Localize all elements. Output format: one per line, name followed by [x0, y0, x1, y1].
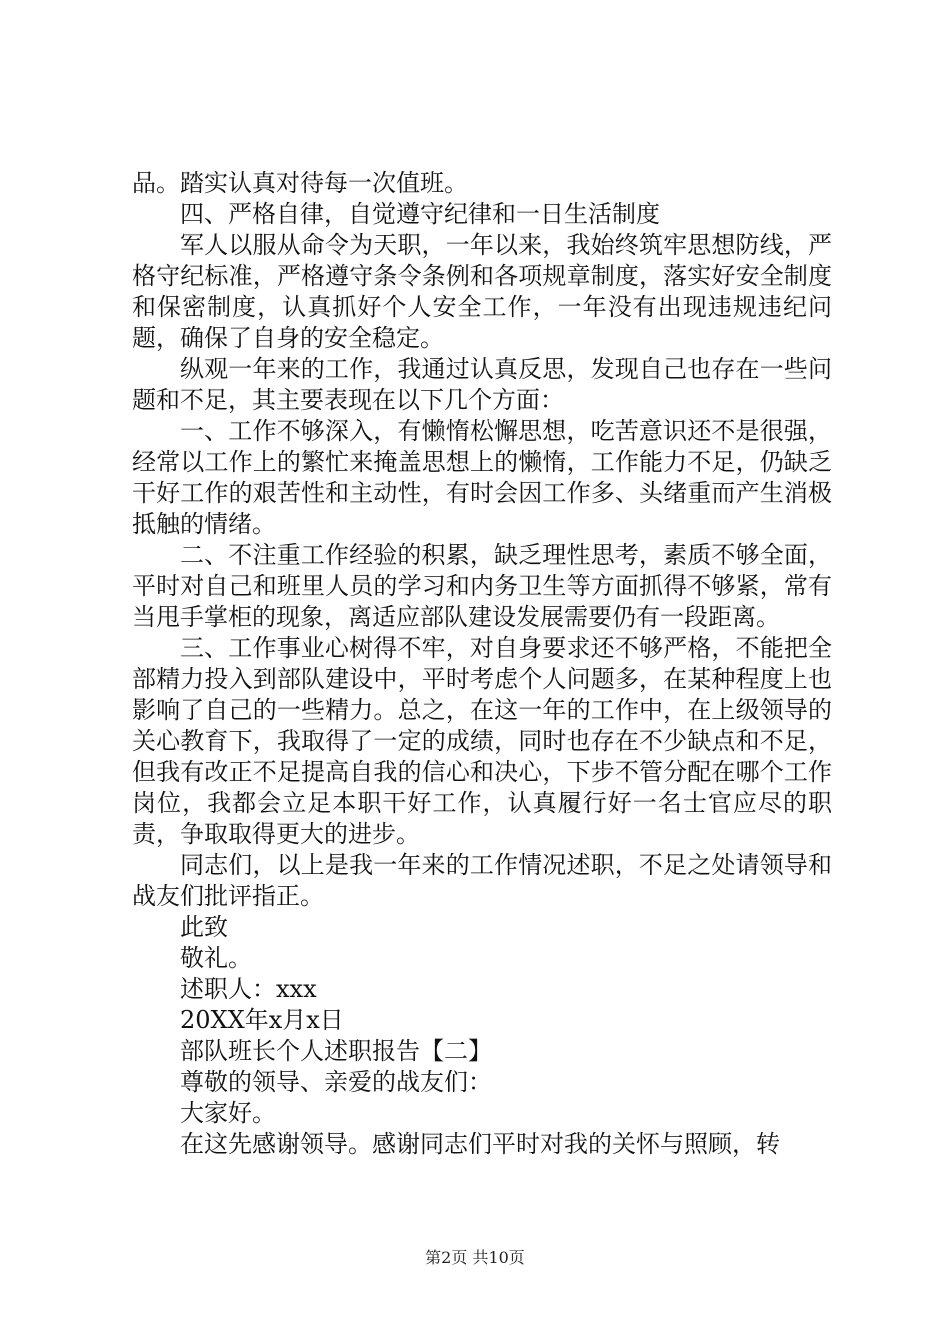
paragraph: 军人以服从命令为天职，一年以来，我始终筑牢思想防线，严格守纪标准，严格遵守条令条例和各项规章制度，落实好安全制度和保密制度，认真抓好个人安全工作，一年没有出现违规违纪问题，确保了自身的安全稳定。 — [132, 231, 832, 352]
page-number: 第2页 共10页 — [425, 1248, 525, 1267]
paragraph: 品。踏实认真对待每一次值班。 — [132, 169, 468, 197]
paragraph: 同志们，以上是我一年来的工作情况述职，不足之处请领导和战友们批评指正。 — [132, 851, 832, 910]
paragraph: 二、不注重工作经验的积累，缺乏理性思考，素质不够全面，平时对自己和班里人员的学习和内务卫生等方面抓得不够紧，常有当甩手掌柜的现象，离适应部队建设发展需要仍有一段距离。 — [132, 541, 832, 631]
document-body — [132, 168, 832, 1160]
section-title: 部队班长个人述职报告【二】 — [180, 1037, 492, 1065]
closing-salutation: 敬礼。 — [180, 944, 252, 972]
paragraph: 在这先感谢领导。感谢同志们平时对我的关怀与照顾，转 — [180, 1130, 780, 1158]
paragraph: 三、工作事业心树得不牢，对自身要求还不够严格，不能把全部精力投入到部队建设中，平时考虑个人问题多，在某种程度上也影响了自己的一些精力。总之，在这一年的工作中，在上级领导的关心教育下，我取得了一定的成绩，同时也存在不少缺点和不足，但我有改正不足提高自我的信心和决心，下步不管分配在哪个工作岗位，我都会立足本职干好工作，认真履行好一名士官应尽的职责，争取取得更大的进步。 — [132, 634, 832, 848]
section-heading-4: 四、严格自律，自觉遵守纪律和一日生活制度 — [180, 200, 660, 228]
closing-salutation: 此致 — [180, 913, 228, 941]
paragraph: 纵观一年来的工作，我通过认真反思，发现自己也存在一些问题和不足，其主要表现在以下几个方面： — [132, 355, 832, 414]
paragraph: 一、工作不够深入，有懒惰松懈思想，吃苦意识还不是很强，经常以工作上的繁忙来掩盖思想上的懒惰，工作能力不足，仍缺乏干好工作的艰苦性和主动性，有时会因工作多、头绪重而产生消极抵触的情绪。 — [132, 417, 832, 538]
greeting-line: 大家好。 — [180, 1099, 276, 1127]
greeting-line: 尊敬的领导、亲爱的战友们： — [180, 1068, 492, 1096]
signature-line: 述职人：xxx — [180, 975, 317, 1003]
date-line: 20XX年x月x日 — [180, 1006, 344, 1034]
